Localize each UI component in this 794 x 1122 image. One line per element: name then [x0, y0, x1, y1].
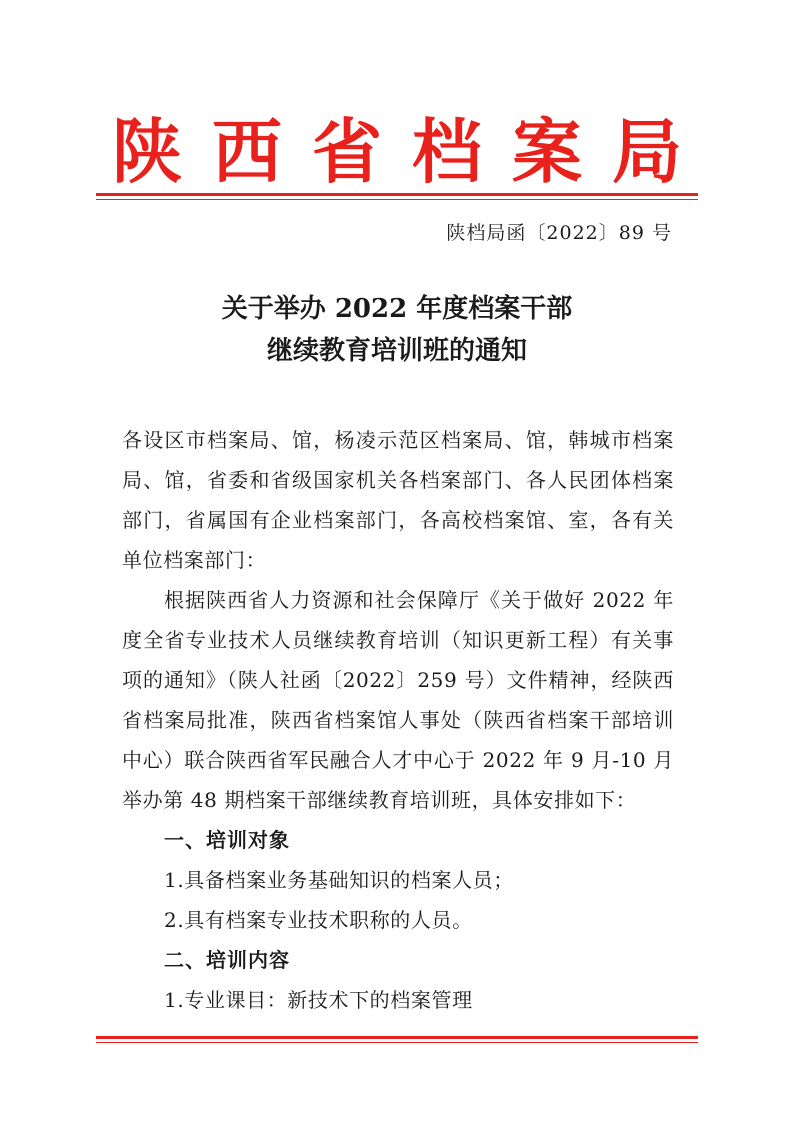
org-char: 案: [512, 111, 582, 193]
org-char: 陕: [112, 111, 182, 193]
list-item: 1.专业课目：新技术下的档案管理: [164, 988, 473, 1012]
title-line-2: 继续教育培训班的通知: [266, 336, 527, 366]
org-char: 省: [312, 111, 382, 193]
title-line-1: 关于举办 2022 年度档案干部: [221, 294, 573, 324]
document-body: [122, 420, 674, 1020]
document-title: [0, 288, 794, 372]
intro-paragraph: 根据陕西省人力资源和社会保障厅《关于做好 2022 年度全省专业技术人员继续教育培训（知识更新工程）有关事项的通知》（陕人社函〔2022〕259 号）文件精神，经陕西省档案局批准，陕西省档案馆人事处（陕西省档案干部培训中心）联合陕西省军民融合人才中心于 2022 年 9 月-10 月举办第 48 期档案干部继续教育培训班，具体安排如下：: [122, 588, 674, 812]
footer-divider-thick: [96, 1036, 698, 1039]
org-name-header: [112, 112, 682, 192]
footer-divider-thin: [96, 1042, 698, 1043]
org-char: 档: [412, 111, 482, 193]
org-char: 局: [612, 111, 682, 193]
document-number: 陕档局函〔2022〕89 号: [446, 222, 672, 244]
list-item: 2.具有档案专业技术职称的人员。: [164, 908, 473, 932]
section-heading-training-content: 二、培训内容: [164, 948, 290, 972]
org-char: 西: [212, 111, 282, 193]
header-divider-thin: [96, 199, 698, 200]
header-divider-thick: [96, 193, 698, 196]
list-item: 1.具备档案业务基础知识的档案人员；: [164, 868, 514, 892]
addressee-paragraph: 各设区市档案局、馆，杨凌示范区档案局、馆，韩城市档案局、馆，省委和省级国家机关各档案部门、各人民团体档案部门，省属国有企业档案部门，各高校档案馆、室，各有关单位档案部门：: [122, 428, 674, 572]
section-heading-training-targets: 一、培训对象: [164, 828, 290, 852]
